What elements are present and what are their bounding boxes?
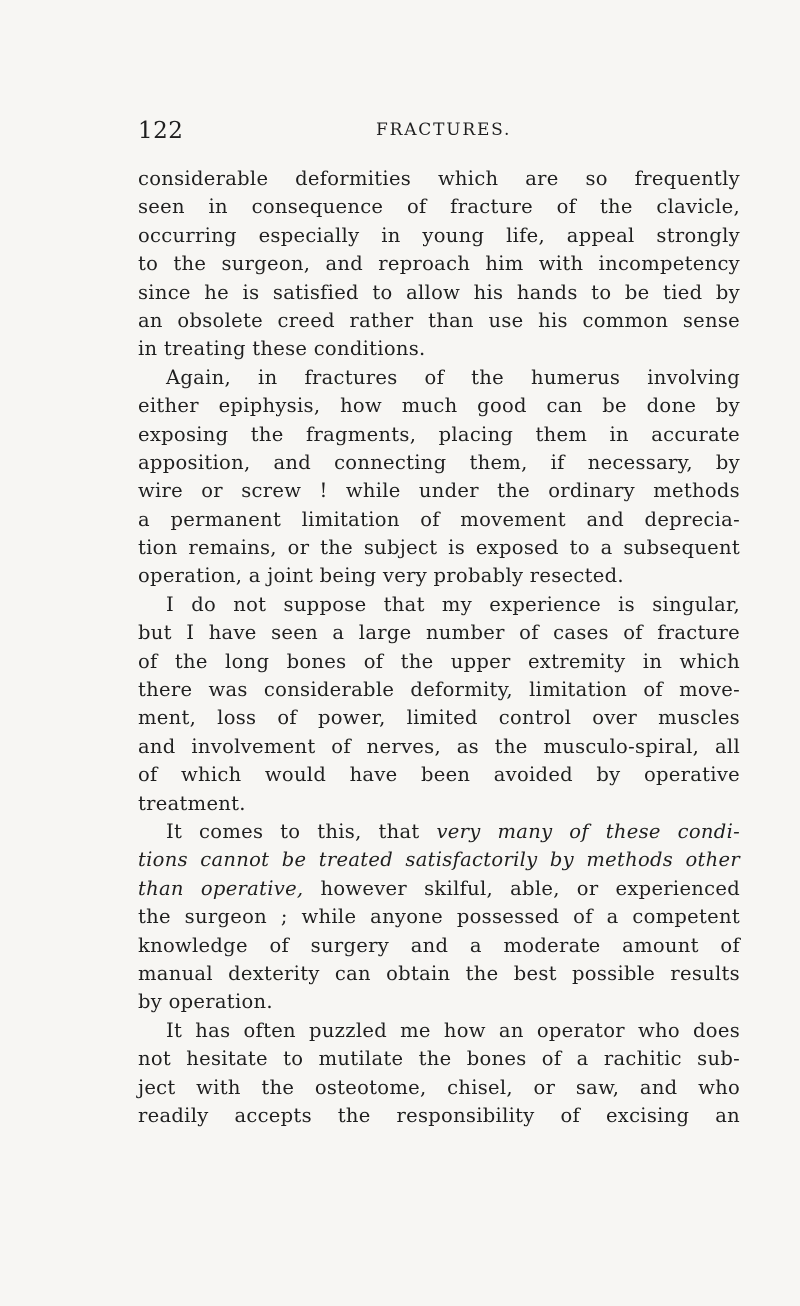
text-segment: It comes to this, that <box>166 819 420 843</box>
text-line: exposing the fragments, placing them in accurate <box>138 422 740 446</box>
text-line: to the surgeon, and reproach him with incompetency <box>138 252 740 276</box>
text-line <box>138 875 740 903</box>
text-line: apposition, and connecting them, if necessary, by <box>138 450 740 474</box>
text-line: manual dexterity can obtain the best possible results <box>138 961 740 985</box>
text-line: operation, a joint being very probably resected. <box>138 564 624 588</box>
page-number: 122 <box>138 118 184 144</box>
text-line: in treating these conditions. <box>138 337 426 361</box>
text-line: by operation. <box>138 990 273 1014</box>
text-line: the surgeon ; while anyone possessed of a competent <box>138 905 740 929</box>
text-line: since he is satisfied to allow his hands to be tied by <box>138 280 740 304</box>
italic-text-segment: than operative, <box>138 876 304 900</box>
text-line: ject with the osteotome, chisel, or saw, and who <box>138 1075 740 1099</box>
text-line: of the long bones of the upper extremity in which <box>138 649 740 673</box>
text-line: tion remains, or the subject is exposed to a subsequent <box>138 536 740 560</box>
text-line: either epiphysis, how much good can be done by <box>138 394 740 418</box>
text-line: tions cannot be treated satisfactorily by methods other <box>138 848 740 872</box>
running-head <box>138 118 740 148</box>
text-line: occurring especially in young life, appeal strongly <box>138 223 740 247</box>
text-line: seen in consequence of fracture of the clavicle, <box>138 195 740 219</box>
text-line: but I have seen a large number of cases of fracture <box>138 621 740 645</box>
text-line: and involvement of nerves, as the musculo-spiral, all <box>138 734 740 758</box>
body-text <box>138 165 740 1130</box>
italic-text-segment: very many of these condi- <box>436 819 740 843</box>
text-line: wire or screw ! while under the ordinary methods <box>138 479 740 503</box>
text-line: treatment. <box>138 791 246 815</box>
text-line: It has often puzzled me how an operator who does <box>166 1018 740 1042</box>
text-line: ment, loss of power, limited control over muscles <box>138 706 740 730</box>
text-line: of which would have been avoided by operative <box>138 763 740 787</box>
running-title: FRACTURES. <box>376 120 512 140</box>
text-line: I do not suppose that my experience is singular, <box>166 592 740 616</box>
text-line: Again, in fractures of the humerus involving <box>166 365 740 389</box>
text-line: considerable deformities which are so frequently <box>138 167 740 190</box>
text-line: not hesitate to mutilate the bones of a rachitic sub- <box>138 1047 740 1071</box>
text-line: an obsolete creed rather than use his common sense <box>138 308 740 332</box>
text-line: there was considerable deformity, limitation of move- <box>138 678 740 702</box>
text-line: readily accepts the responsibility of excising an <box>138 1103 740 1127</box>
text-line: knowledge of surgery and a moderate amount of <box>138 933 740 957</box>
text-line: a permanent limitation of movement and deprecia- <box>138 507 740 531</box>
text-line <box>138 818 740 846</box>
text-segment: however skilful, able, or experienced <box>320 876 740 900</box>
